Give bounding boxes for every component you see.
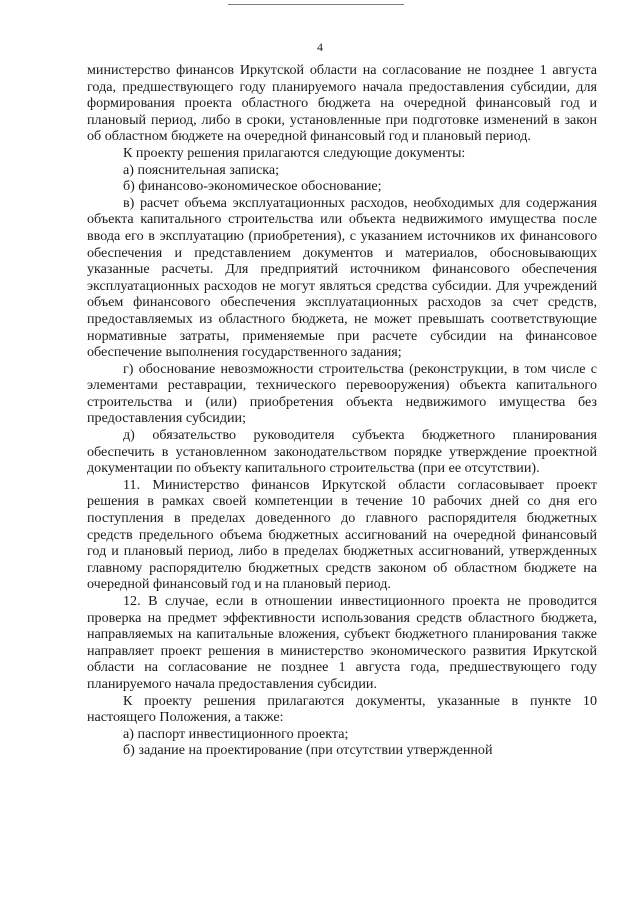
paragraph-documents-intro: К проекту решения прилагаются следующие документы: <box>123 144 466 161</box>
top-rule <box>228 4 404 5</box>
clause-12: 12. В случае, если в отношении инвестиционного проекта не проводится проверка на предмет эффективности использования средств областного бюджета, направляемых на капитальные вложения, субъект бюджетного планирования также направляет проект решения в министерство экономического развития Иркутской области на согласование не позднее 1 августа года, предшествующего году планируемого начала предоставления субсидии. <box>87 593 597 692</box>
paragraph-continuation: министерство финансов Иркутской области на согласование не позднее 1 августа года, предшествующего году планируемого начала предоставления субсидии, для формирования проекта областного бюджета на очередной финансовый год и плановый период, либо в сроки, установленные при подготовке изменений в закон об областном бюджете на очередной финансовый год и плановый период. <box>87 62 597 145</box>
list-item-a-passport: а) паспорт инвестиционного проекта; <box>123 725 349 742</box>
document-body <box>87 62 597 759</box>
paragraph-additional-documents: К проекту решения прилагаются документы, указанные в пункте 10 настоящего Положения, а также: <box>87 692 597 726</box>
list-item-d: д) обязательство руководителя субъекта бюджетного планирования обеспечить в установленном законодательством порядке утверждение проектной документации по объекту капитального строительства (при ее отсутствии). <box>87 427 597 477</box>
list-item-a: а) пояснительная записка; <box>123 161 280 178</box>
list-item-v: в) расчет объема эксплуатационных расходов, необходимых для содержания объекта капитального строительства или объекта недвижимого имущества после ввода его в эксплуатацию (приобретения), с указанием источников их финансового обеспечения и представлением документов и материалов, обосновывающих указанные расчеты. Для предприятий источником финансового обеспечения эксплуатационных расходов не могут являться средства субсидии. Для учреждений объем финансового обеспечения эксплуатационных расходов за счет средств, предоставляемых из областного бюджета, не может превышать соответствующие нормативные затраты, применяемые при расчете субсидии на финансовое обеспечение выполнения государственного задания; <box>87 194 597 361</box>
page-number: 4 <box>317 40 323 54</box>
list-item-b-design-task: б) задание на проектирование (при отсутствии утвержденной <box>123 742 493 759</box>
list-item-g: г) обоснование невозможности строительства (реконструкции, в том числе с элементами реставрации, технического перевооружения) объекта капитального строительства и (или) приобретения объекта недвижимого имущества без предоставления субсидии; <box>87 360 597 427</box>
clause-11: 11. Министерство финансов Иркутской области согласовывает проект решения в рамках своей компетенции в течение 10 рабочих дней со дня его поступления в пределах доведенного до главного распорядителя бюджетных средств предельного объема бюджетных ассигнований на очередной финансовый год и плановый период, либо в пределах бюджетных ассигнований, утвержденных главному распорядителю бюджетных средств законом об областном бюджете на очередной финансовый год и на плановый период. <box>87 476 597 593</box>
list-item-b: б) финансово-экономическое обоснование; <box>123 178 382 195</box>
